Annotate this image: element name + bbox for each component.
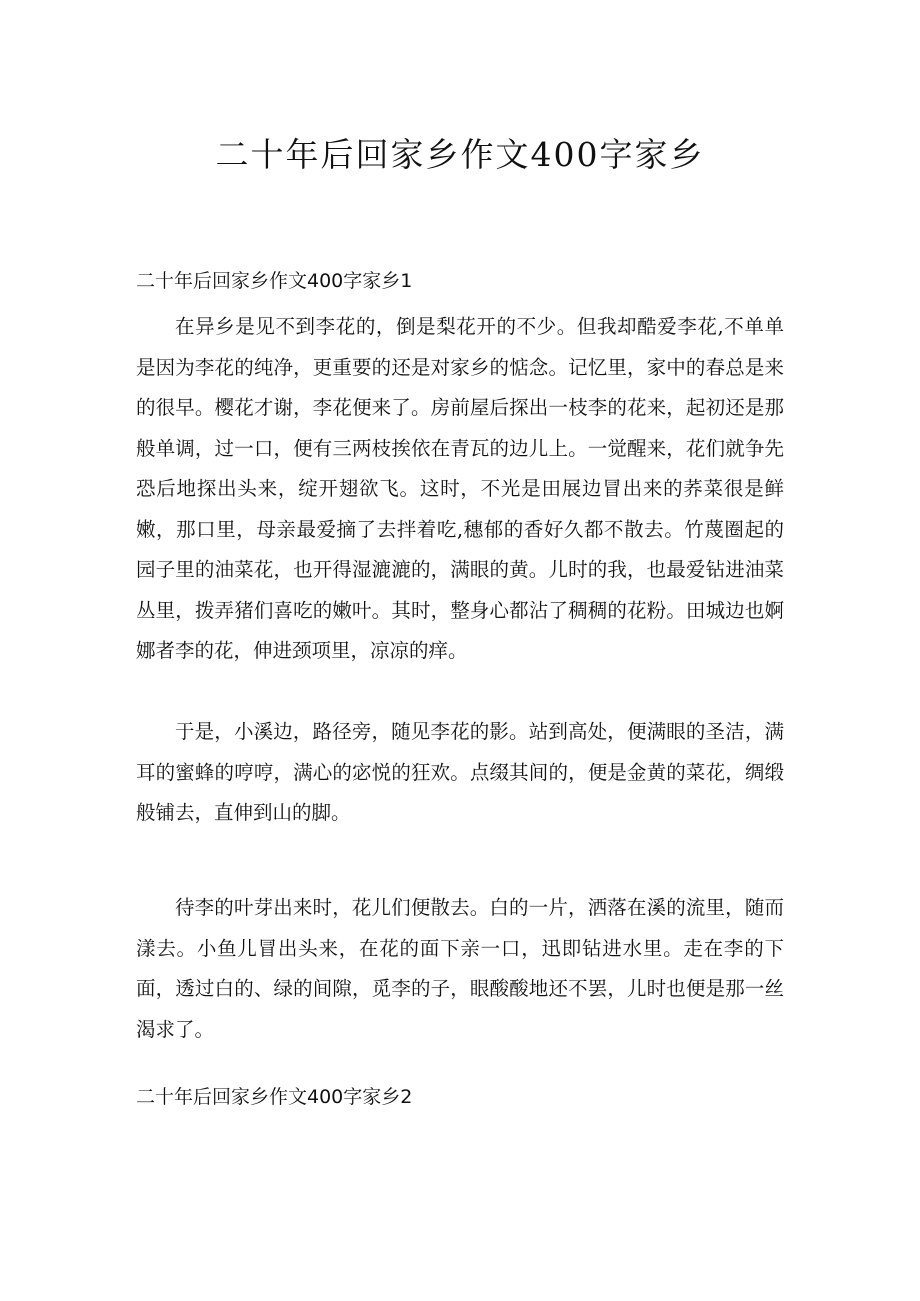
section-heading-1: 二十年后回家乡作文400字家乡1 [136, 270, 413, 292]
paragraph-3: 待李的叶芽出来时，花儿们便散去。白的一片，洒落在溪的流里，随而漾去。小鱼儿冒出头来，在花的面下亲一口，迅即钻进水里。走在李的下面，透过白的、绿的间隙，觅李的子，眼酸酸地还不罢，儿时也便是那一丝渴求了。 [136, 896, 784, 1041]
paragraph-2: 于是，小溪边，路径旁，随见李花的影。站到高处，便满眼的圣洁，满耳的蜜蜂的哼哼，满心的宓悦的狂欢。点缀其间的，便是金黄的菜花，绸缎般铺去，直伸到山的脚。 [136, 720, 784, 824]
paragraph-1: 在异乡是见不到李花的，倒是梨花开的不少。但我却酷爱李花,不单单是因为李花的纯净，更重要的还是对家乡的惦念。记忆里，家中的春总是来的很早。樱花才谢，李花便来了。房前屋后探出一枝李的花来，起初还是那般单调，过一口，便有三两枝挨依在青瓦的边儿上。一觉醒来，花们就争先恐后地探出头来，绽开翅欲飞。这时，不光是田展边冒出来的荞菜很是鲜嫩，那口里，母亲最爱摘了去拌着吃,穗郁的香好久都不散去。竹蔑圈起的园子里的油菜花，也开得湿漉漉的，满眼的黄。儿时的我，也最爱钻进油菜丛里，拨弄猪们喜吃的嫩叶。其时，整身心都沾了稠稠的花粉。田城边也婀娜者李的花，伸进颈项里，凉凉的痒。 [136, 315, 784, 662]
document-title: 二十年后回家乡作文400字家乡 [215, 135, 705, 174]
section-heading-2: 二十年后回家乡作文400字家乡2 [136, 1086, 413, 1108]
